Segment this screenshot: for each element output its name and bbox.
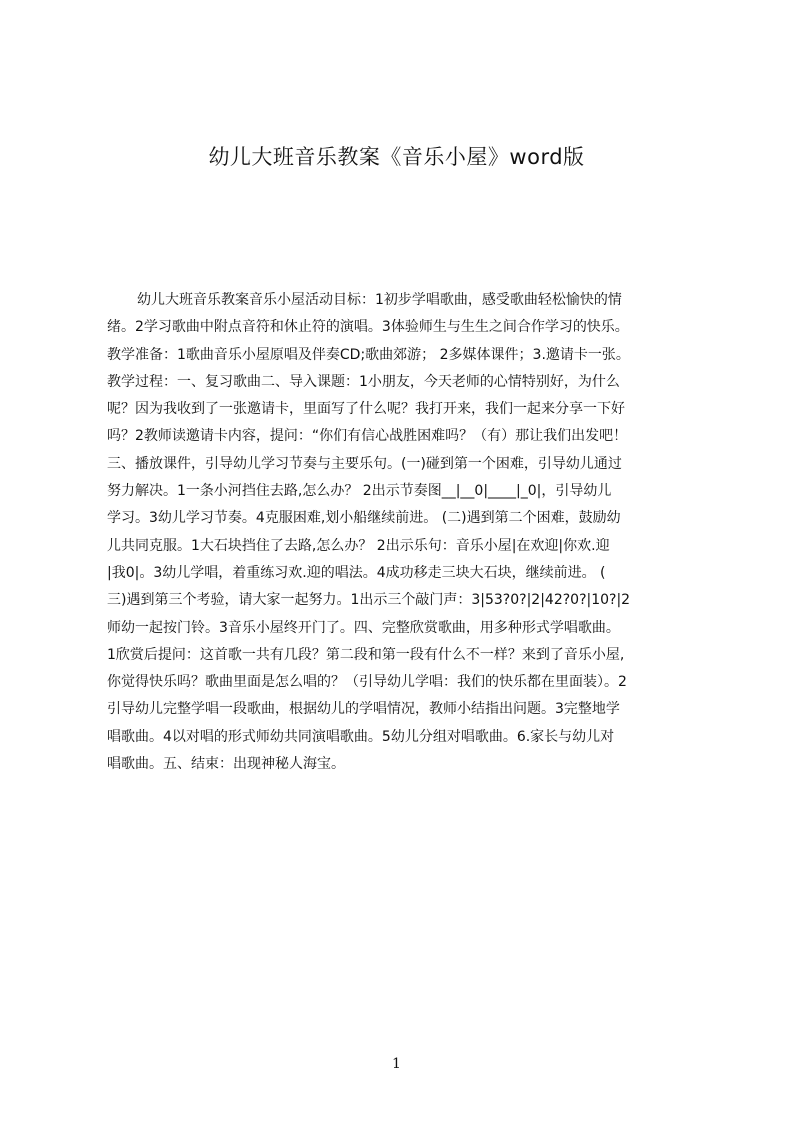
text-line: 唱歌曲。五、结束：出现神秘人海宝。 [107,756,345,773]
text-line: 努力解决。1一条小河挡住去路,怎么办？ 2出示节奏图__|__0|____|_0|，引导幼儿 [107,483,612,500]
text-line: 绪。2学习歌曲中附点音符和休止符的演唱。3体验师生与生生之间合作学习的快乐。 [107,319,629,336]
text-line: 唱歌曲。4以对唱的形式师幼共同演唱歌曲。5幼儿分组对唱歌曲。6.家长与幼儿对 [107,728,615,745]
text-line: 教学过程：一、复习歌曲二、导入课题：1小朋友，今天老师的心情特别好，为什么 [107,373,620,390]
text-line: 1欣赏后提问：这首歌一共有几段？第二段和第一段有什么不一样？来到了音乐小屋, [107,646,625,663]
text-line: 呢？因为我收到了一张邀请卡，里面写了什么呢？我打开来，我们一起来分享一下好 [107,401,625,418]
text-line: 三)遇到第三个考验，请大家一起努力。1出示三个敲门声：3|53?0?|2|42?0?|10?|2 [107,592,631,609]
text-line: 教学准备：1歌曲音乐小屋原唱及伴奏CD;歌曲郊游； 2多媒体课件；3.邀请卡一张。 [107,346,630,363]
text-line: |我0|。3幼儿学唱，着重练习欢.迎的唱法。4成功移走三块大石块，继续前进。 ( [107,564,606,581]
text-line: 你觉得快乐吗？歌曲里面是怎么唱的？（引导幼儿学唱：我们的快乐都在里面装）。2 [107,674,627,691]
text-line: 师幼一起按门铃。3音乐小屋终开门了。四、完整欣赏歌曲，用多种形式学唱歌曲。 [107,619,620,636]
page-number: 1 [392,1056,401,1072]
text-line: 吗？2教师读邀请卡内容，提问：“你们有信心战胜困难吗？（有）那让我们出发吧！ [107,428,628,445]
text-line: 学习。3幼儿学习节奏。4克服困难,划小船继续前进。 (二)遇到第二个困难，鼓励幼 [107,510,621,527]
text-line: 引导幼儿完整学唱一段歌曲，根据幼儿的学唱情况，教师小结指出问题。3完整地学 [107,701,620,718]
text-line: 儿共同克服。1大石块挡住了去路,怎么办？ 2出示乐句：音乐小屋|在欢迎|你欢.迎 [107,537,610,554]
body-text [107,287,697,777]
document-title: 幼儿大班音乐教案《音乐小屋》word版 [208,145,585,169]
text-line: 三、播放课件，引导幼儿学习节奏与主要乐句。(一)碰到第一个困难，引导幼儿通过 [107,455,622,472]
text-line: 幼儿大班音乐教案音乐小屋活动目标：1初步学唱歌曲，感受歌曲轻松愉快的情 [137,292,622,308]
